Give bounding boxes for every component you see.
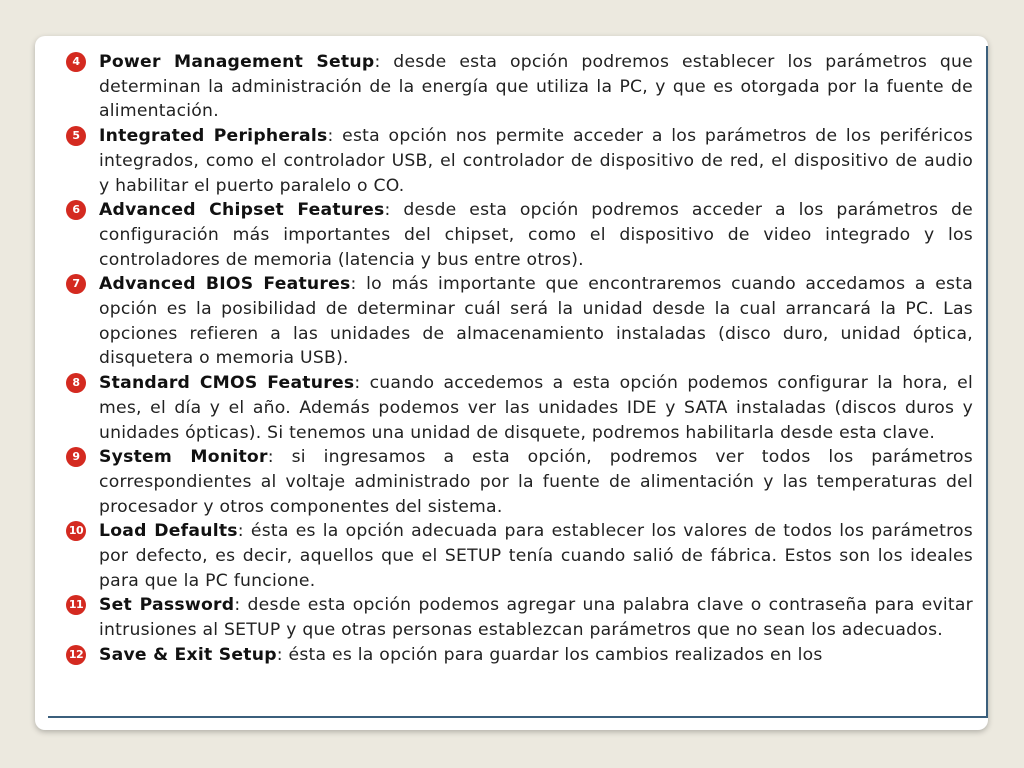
item-term: Standard CMOS Features: [99, 373, 355, 394]
item-term: Integrated Peripherals: [99, 126, 328, 147]
list-item-power-management: [66, 50, 973, 124]
bios-options-list: [66, 50, 973, 668]
number-badge-icon: 5: [66, 126, 86, 146]
list-item-advanced-bios: [66, 272, 973, 371]
list-item-set-password: [66, 593, 973, 642]
list-item-system-monitor: [66, 445, 973, 519]
list-item-load-defaults: [66, 519, 973, 593]
item-term: Power Management Setup: [99, 52, 375, 72]
number-badge-icon: 4: [66, 52, 86, 72]
right-border-line: [986, 46, 988, 718]
bottom-border-line: [48, 716, 988, 718]
number-badge-icon: 7: [66, 274, 86, 294]
number-badge-icon: 6: [66, 200, 86, 220]
number-badge-icon: 8: [66, 373, 86, 393]
list-item-integrated-peripherals: [66, 124, 973, 198]
number-badge-icon: 12: [66, 645, 86, 665]
item-description: : ésta es la opción adecuada para establecer los valores de todos los parámetros por defecto, es decir, aquellos que el SETUP tenía cuando salió de fábrica. Estos son los ideales para que la PC funcione.: [99, 521, 974, 591]
item-description: : si ingresamos a esta opción, podremos ver todos los parámetros correspondientes al voltaje administrado por la fuente de alimentación y las temperaturas del procesador y otros componentes del sistema.: [99, 447, 973, 517]
item-term: Advanced Chipset Features: [99, 200, 385, 221]
list-item-save-exit: [66, 643, 973, 668]
number-badge-icon: 11: [66, 595, 86, 615]
list-item-advanced-chipset: [66, 198, 973, 272]
item-term: Load Defaults: [99, 521, 238, 542]
list-item-standard-cmos: [66, 371, 973, 445]
item-description: : ésta es la opción para guardar los cambios realizados en los: [276, 644, 823, 665]
item-description: : desde esta opción podemos agregar una palabra clave o contraseña para evitar intrusiones al SETUP y que otras personas establezcan parámetros que no sean los adecuados.: [99, 595, 973, 641]
item-description: : lo más importante que encontraremos cuando accedamos a esta opción es la posibilidad de determinar cuál será la unidad desde la cual arrancará la PC. Las opciones refieren a las unidades de almacenamiento instaladas (disco duro, unidad óptica, disquetera o memoria USB).: [99, 274, 974, 369]
item-description: : cuando accedemos a esta opción podemos configurar la hora, el mes, el día y el año. Además podemos ver las unidades IDE y SATA instaladas (discos duros y unidades ópticas). Si tenemos una unidad de disquete, podremos habilitarla desde esta clave.: [99, 373, 973, 443]
item-term: Set Password: [99, 595, 235, 616]
item-description: : esta opción nos permite acceder a los parámetros de los periféricos integrados, como el controlador USB, el controlador de dispositivo de red, el dispositivo de audio y habilitar el puerto paralelo o CO.: [99, 126, 973, 196]
item-term: Save & Exit Setup: [99, 644, 277, 665]
item-term: System Monitor: [99, 447, 268, 468]
item-description: : desde esta opción podremos establecer los parámetros que determinan la administración de la energía que utiliza la PC, y que es otorgada por la fuente de alimentación.: [99, 52, 973, 122]
item-description: : desde esta opción podremos acceder a los parámetros de configuración más importantes del chipset, como el dispositivo de video integrado y los controladores de memoria (latencia y bus entre otros).: [99, 200, 973, 270]
number-badge-icon: 9: [66, 447, 86, 467]
item-term: Advanced BIOS Features: [99, 274, 351, 295]
number-badge-icon: 10: [66, 521, 86, 541]
